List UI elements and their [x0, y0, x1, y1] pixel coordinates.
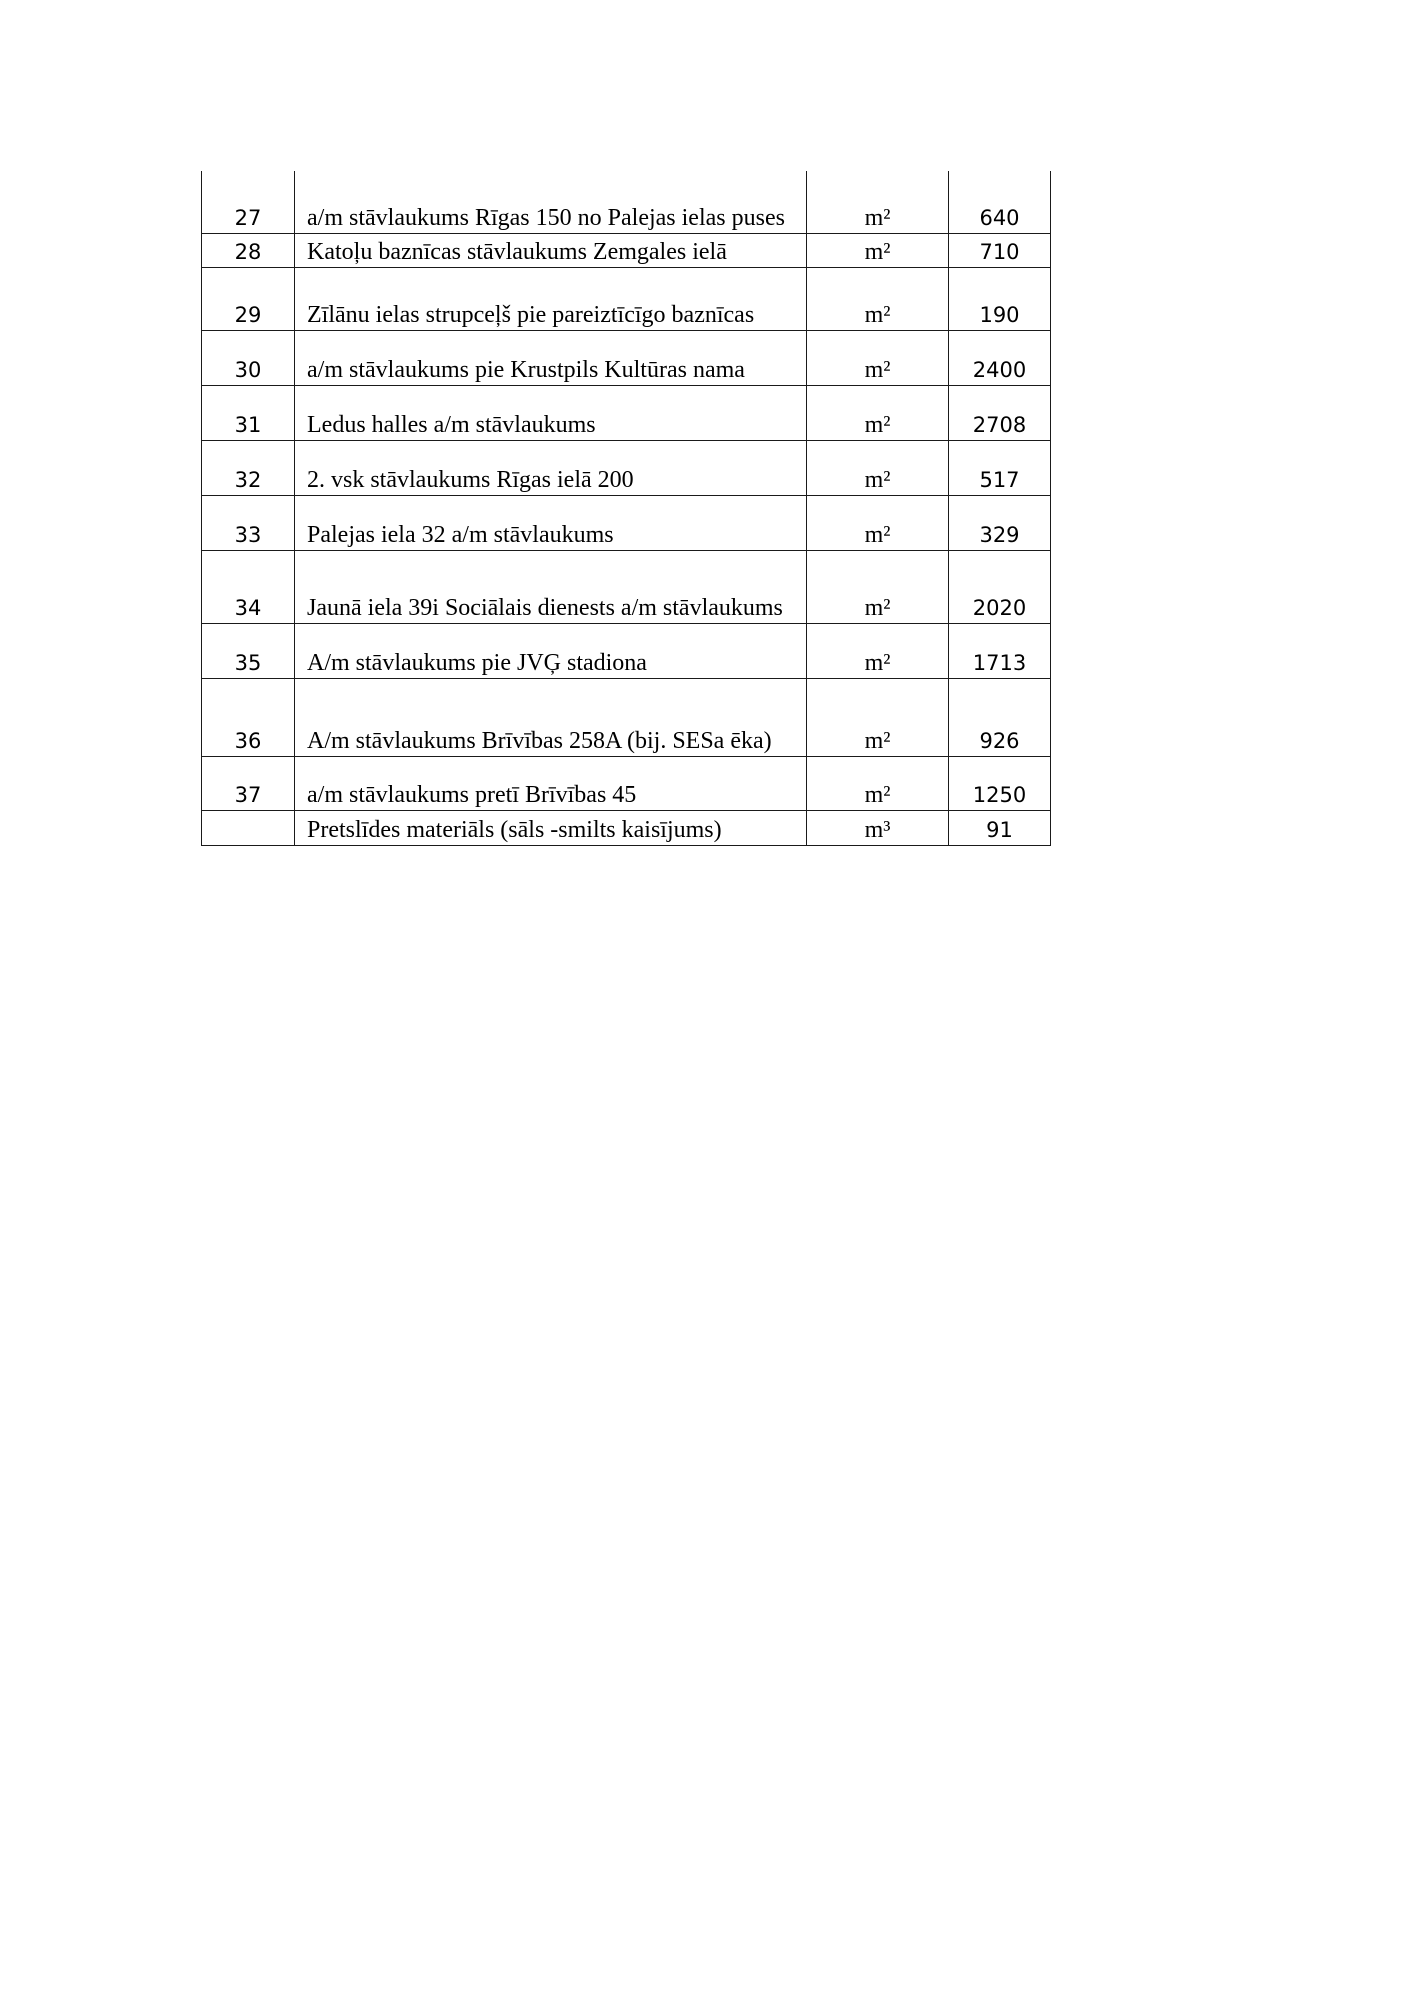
row-quantity: 2400	[949, 330, 1051, 385]
row-number: 37	[202, 756, 295, 810]
row-number: 30	[202, 330, 295, 385]
table-row	[202, 440, 1051, 495]
row-unit: m²	[807, 330, 949, 385]
row-description: a/m stāvlaukums pretī Brīvības 45	[295, 756, 807, 810]
row-unit: m²	[807, 267, 949, 330]
row-quantity: 91	[949, 810, 1051, 845]
row-quantity: 517	[949, 440, 1051, 495]
row-description: a/m stāvlaukums Rīgas 150 no Palejas ielas puses	[295, 171, 807, 233]
row-number: 27	[202, 171, 295, 233]
table-row	[202, 385, 1051, 440]
row-unit: m²	[807, 678, 949, 756]
row-number: 31	[202, 385, 295, 440]
row-unit: m²	[807, 233, 949, 267]
table-row	[202, 623, 1051, 678]
row-quantity: 1250	[949, 756, 1051, 810]
table-row	[202, 810, 1051, 845]
row-description: Zīlānu ielas strupceļš pie pareiztīcīgo baznīcas	[295, 267, 807, 330]
table-row	[202, 495, 1051, 550]
row-number: 36	[202, 678, 295, 756]
row-description: Ledus halles a/m stāvlaukums	[295, 385, 807, 440]
table-row	[202, 330, 1051, 385]
row-number	[202, 810, 295, 845]
row-quantity: 190	[949, 267, 1051, 330]
row-quantity: 2020	[949, 550, 1051, 623]
table-row	[202, 756, 1051, 810]
table-row	[202, 267, 1051, 330]
row-number: 29	[202, 267, 295, 330]
row-unit: m²	[807, 440, 949, 495]
row-description: A/m stāvlaukums Brīvības 258A (bij. SESa ēka)	[295, 678, 807, 756]
table-row	[202, 678, 1051, 756]
row-number: 35	[202, 623, 295, 678]
row-quantity: 710	[949, 233, 1051, 267]
table-row	[202, 233, 1051, 267]
quantities-table	[201, 171, 1051, 846]
row-number: 33	[202, 495, 295, 550]
row-unit: m²	[807, 756, 949, 810]
row-unit: m²	[807, 385, 949, 440]
row-quantity: 2708	[949, 385, 1051, 440]
row-number: 34	[202, 550, 295, 623]
row-description: Pretslīdes materiāls (sāls -smilts kaisījums)	[295, 810, 807, 845]
row-quantity: 640	[949, 171, 1051, 233]
row-number: 32	[202, 440, 295, 495]
table-row	[202, 550, 1051, 623]
row-unit: m²	[807, 495, 949, 550]
row-unit: m²	[807, 171, 949, 233]
row-quantity: 926	[949, 678, 1051, 756]
row-description: A/m stāvlaukums pie JVĢ stadiona	[295, 623, 807, 678]
row-description: 2. vsk stāvlaukums Rīgas ielā 200	[295, 440, 807, 495]
row-unit: m²	[807, 623, 949, 678]
row-description: Jaunā iela 39i Sociālais dienests a/m stāvlaukums	[295, 550, 807, 623]
row-unit: m³	[807, 810, 949, 845]
row-quantity: 329	[949, 495, 1051, 550]
row-unit: m²	[807, 550, 949, 623]
table-row	[202, 171, 1051, 233]
row-description: Katoļu baznīcas stāvlaukums Zemgales ielā	[295, 233, 807, 267]
row-number: 28	[202, 233, 295, 267]
row-description: Palejas iela 32 a/m stāvlaukums	[295, 495, 807, 550]
row-quantity: 1713	[949, 623, 1051, 678]
row-description: a/m stāvlaukums pie Krustpils Kultūras nama	[295, 330, 807, 385]
